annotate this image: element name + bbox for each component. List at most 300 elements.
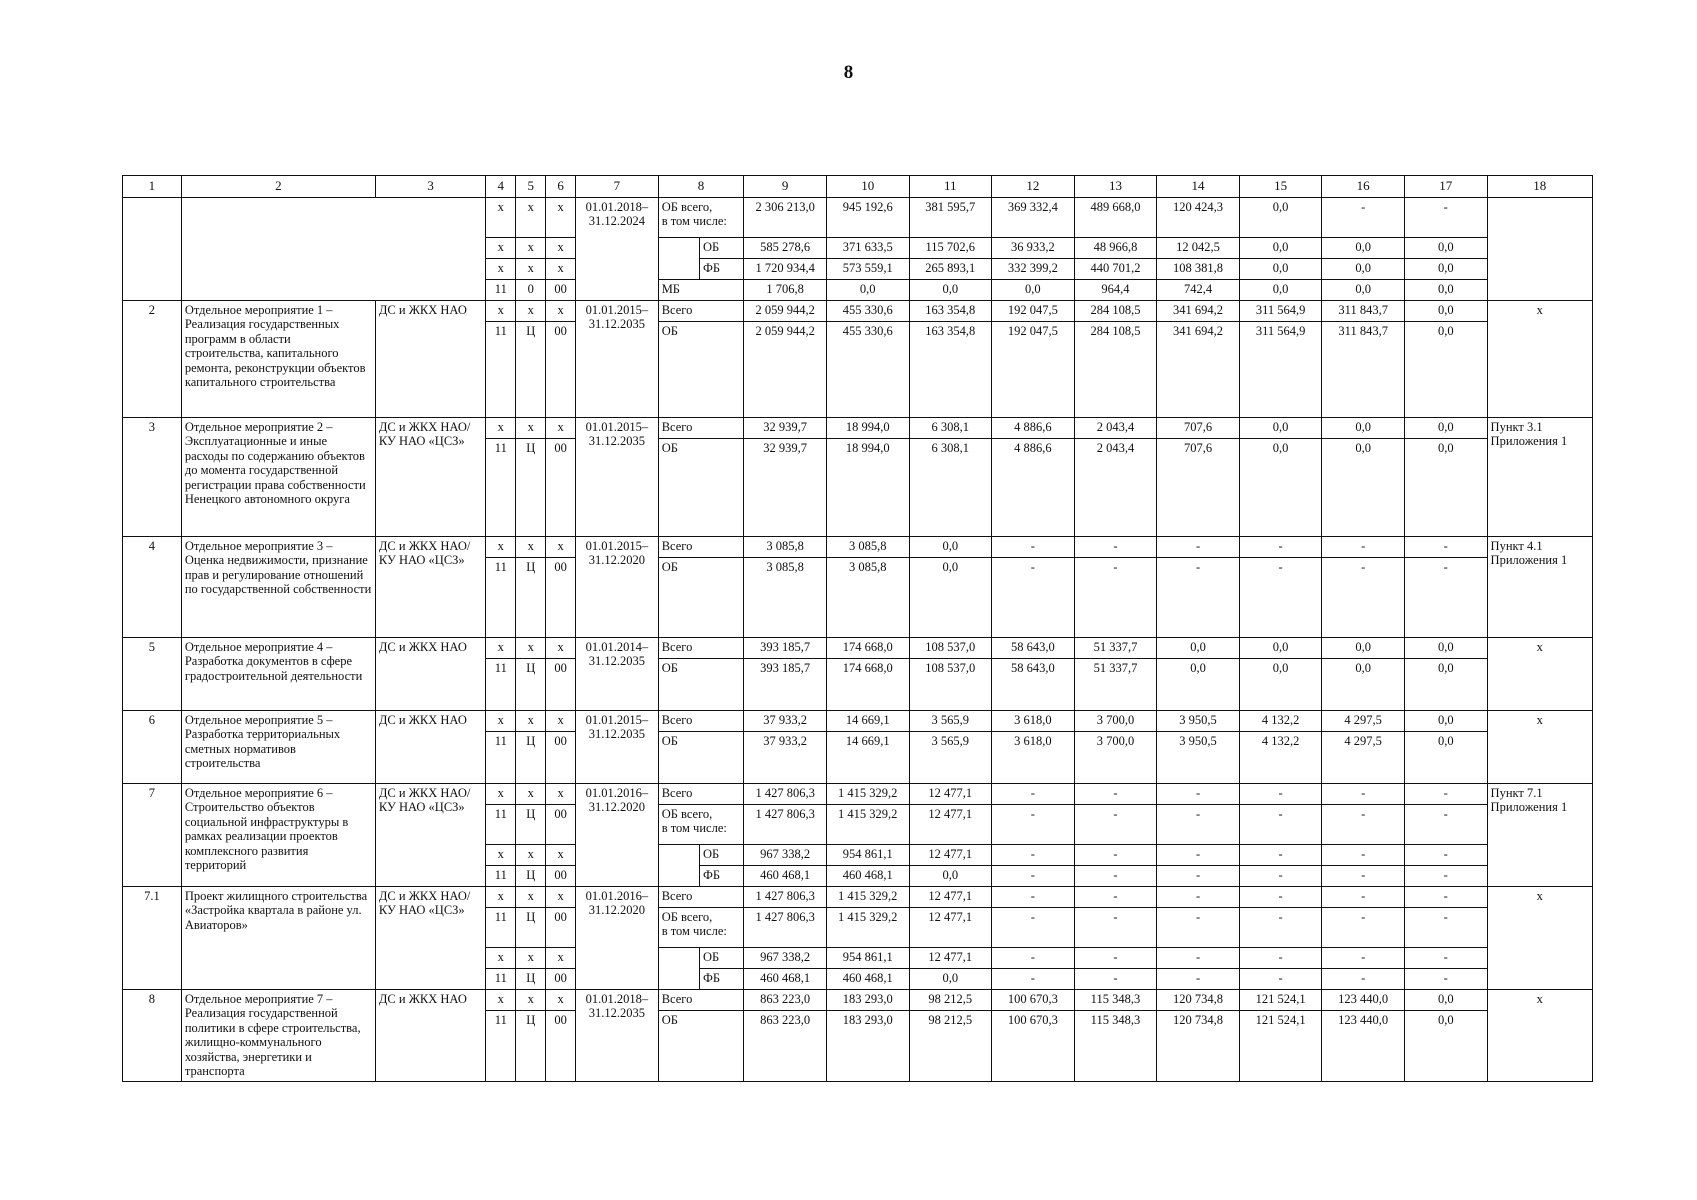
code-c5: x	[516, 844, 546, 865]
value-cell: 284 108,5	[1074, 321, 1157, 417]
code-c5: x	[516, 536, 546, 557]
value-cell: 311 564,9	[1239, 321, 1322, 417]
responsible-org: ДС и ЖКХ НАО/ КУ НАО «ЦСЗ»	[375, 783, 485, 886]
value-cell: -	[1322, 947, 1405, 968]
value-cell: -	[1404, 947, 1487, 968]
value-cell: 98 212,5	[909, 989, 992, 1010]
value-cell: 0,0	[1404, 321, 1487, 417]
code-c5: x	[516, 258, 546, 279]
value-cell: 115 348,3	[1074, 989, 1157, 1010]
reference-cell: x	[1487, 710, 1592, 783]
value-cell: 3 950,5	[1157, 731, 1240, 783]
code-c6: x	[546, 637, 576, 658]
period-cell: 01.01.2015– 31.12.2035	[576, 710, 659, 783]
value-cell: -	[1404, 844, 1487, 865]
measure-name: Проект жилищного строительства «Застройка квартала в районе ул. Авиаторов»	[181, 886, 375, 989]
financing-table	[122, 175, 1593, 1082]
code-c4: x	[486, 637, 516, 658]
value-cell: -	[1239, 536, 1322, 557]
value-cell: 954 861,1	[826, 844, 909, 865]
value-cell: 707,6	[1157, 417, 1240, 438]
value-cell: -	[992, 536, 1075, 557]
measure-name: Отдельное мероприятие 4 – Разработка документов в сфере градостроительной деятельности	[181, 637, 375, 710]
row-number: 7.1	[123, 886, 182, 989]
value-cell: 440 701,2	[1074, 258, 1157, 279]
reference-cell: Пункт 7.1 Приложения 1	[1487, 783, 1592, 886]
value-cell: 0,0	[1322, 438, 1405, 536]
funding-source: Всего	[658, 710, 744, 731]
column-header: 11	[909, 176, 992, 198]
value-cell: 1 415 329,2	[826, 783, 909, 804]
column-header: 6	[546, 176, 576, 198]
value-cell: 0,0	[1404, 1010, 1487, 1081]
value-cell: 120 734,8	[1157, 1010, 1240, 1081]
funding-source: ОБ всего, в том числе:	[658, 197, 744, 237]
value-cell: -	[1322, 557, 1405, 637]
funding-source: МБ	[658, 279, 744, 300]
value-cell: 14 669,1	[826, 710, 909, 731]
value-cell: 0,0	[1239, 197, 1322, 237]
code-c5: x	[516, 710, 546, 731]
funding-source: ОБ	[658, 557, 744, 637]
value-cell: 12 477,1	[909, 886, 992, 907]
code-c4: x	[486, 947, 516, 968]
value-cell: 311 564,9	[1239, 300, 1322, 321]
code-c5: x	[516, 637, 546, 658]
period-cell: 01.01.2014– 31.12.2035	[576, 637, 659, 710]
source-blank	[658, 947, 699, 989]
row-number: 8	[123, 989, 182, 1081]
value-cell: -	[1157, 865, 1240, 886]
value-cell: 0,0	[1322, 658, 1405, 710]
value-cell: 58 643,0	[992, 637, 1075, 658]
code-c4: 11	[486, 804, 516, 844]
value-cell: 3 085,8	[744, 536, 827, 557]
table-row	[123, 197, 1593, 237]
value-cell: 393 185,7	[744, 637, 827, 658]
code-c6: x	[546, 844, 576, 865]
funding-source: ОБ всего, в том числе:	[658, 804, 744, 844]
reference-cell: x	[1487, 989, 1592, 1081]
value-cell: -	[1404, 536, 1487, 557]
value-cell: -	[1239, 865, 1322, 886]
value-cell: -	[1404, 783, 1487, 804]
value-cell: 0,0	[1404, 438, 1487, 536]
code-c5: x	[516, 300, 546, 321]
value-cell: 0,0	[1239, 438, 1322, 536]
value-cell: -	[1074, 886, 1157, 907]
value-cell: -	[1322, 197, 1405, 237]
value-cell: 0,0	[909, 279, 992, 300]
funding-source: Всего	[658, 886, 744, 907]
value-cell: -	[1404, 557, 1487, 637]
reference-cell: Пункт 4.1 Приложения 1	[1487, 536, 1592, 637]
measure-name: Отдельное мероприятие 3 – Оценка недвижимости, признание прав и регулирование отношений по государственной собственности	[181, 536, 375, 637]
column-header: 12	[992, 176, 1075, 198]
table-row	[123, 536, 1593, 557]
value-cell: -	[992, 947, 1075, 968]
value-cell: 12 477,1	[909, 844, 992, 865]
value-cell: -	[1157, 947, 1240, 968]
code-c4: x	[486, 237, 516, 258]
code-c5: x	[516, 197, 546, 237]
value-cell: -	[1404, 968, 1487, 989]
value-cell: 100 670,3	[992, 989, 1075, 1010]
value-cell: -	[1074, 557, 1157, 637]
code-c4: 11	[486, 658, 516, 710]
column-header: 7	[576, 176, 659, 198]
value-cell: 341 694,2	[1157, 321, 1240, 417]
value-cell: 967 338,2	[744, 844, 827, 865]
period-cell: 01.01.2015– 31.12.2035	[576, 417, 659, 536]
funding-source: ОБ	[658, 658, 744, 710]
code-c5: Ц	[516, 1010, 546, 1081]
code-c6: x	[546, 258, 576, 279]
value-cell: 183 293,0	[826, 1010, 909, 1081]
value-cell: 115 348,3	[1074, 1010, 1157, 1081]
value-cell: 6 308,1	[909, 438, 992, 536]
value-cell: 1 427 806,3	[744, 907, 827, 947]
code-c4: x	[486, 989, 516, 1010]
code-c6: 00	[546, 1010, 576, 1081]
value-cell: 460 468,1	[744, 968, 827, 989]
code-c5: x	[516, 947, 546, 968]
reference-cell: x	[1487, 886, 1592, 989]
value-cell: -	[1322, 536, 1405, 557]
value-cell: -	[1322, 907, 1405, 947]
value-cell: 121 524,1	[1239, 989, 1322, 1010]
code-c5: Ц	[516, 557, 546, 637]
value-cell: 3 565,9	[909, 731, 992, 783]
value-cell: 51 337,7	[1074, 658, 1157, 710]
value-cell: 3 950,5	[1157, 710, 1240, 731]
value-cell: 311 843,7	[1322, 321, 1405, 417]
value-cell: 2 059 944,2	[744, 300, 827, 321]
code-c6: 00	[546, 865, 576, 886]
header-row	[123, 176, 1593, 198]
value-cell: 573 559,1	[826, 258, 909, 279]
value-cell: 945 192,6	[826, 197, 909, 237]
value-cell: 1 415 329,2	[826, 907, 909, 947]
value-cell: 32 939,7	[744, 417, 827, 438]
value-cell: 455 330,6	[826, 321, 909, 417]
code-c5: Ц	[516, 907, 546, 947]
code-c4: x	[486, 417, 516, 438]
value-cell: 371 633,5	[826, 237, 909, 258]
value-cell: 455 330,6	[826, 300, 909, 321]
funding-source: ОБ	[699, 237, 743, 258]
value-cell: 3 565,9	[909, 710, 992, 731]
value-cell: 37 933,2	[744, 731, 827, 783]
code-c4: 11	[486, 1010, 516, 1081]
value-cell: 12 477,1	[909, 804, 992, 844]
period-cell: 01.01.2015– 31.12.2020	[576, 536, 659, 637]
code-c6: 00	[546, 907, 576, 947]
code-c5: x	[516, 237, 546, 258]
value-cell: 123 440,0	[1322, 1010, 1405, 1081]
value-cell: 108 537,0	[909, 658, 992, 710]
value-cell: 4 886,6	[992, 438, 1075, 536]
value-cell: -	[992, 907, 1075, 947]
row-number: 3	[123, 417, 182, 536]
code-c6: x	[546, 237, 576, 258]
funding-source: ОБ	[658, 438, 744, 536]
column-header: 18	[1487, 176, 1592, 198]
value-cell: 369 332,4	[992, 197, 1075, 237]
table-row	[123, 989, 1593, 1010]
measure-name: Отдельное мероприятие 6 – Строительство объектов социальной инфраструктуры в рамках реализации проектов комплексного развития территорий	[181, 783, 375, 886]
funding-source: ОБ	[658, 1010, 744, 1081]
value-cell: 1 427 806,3	[744, 783, 827, 804]
value-cell: 341 694,2	[1157, 300, 1240, 321]
value-cell: 32 939,7	[744, 438, 827, 536]
responsible-org: ДС и ЖКХ НАО/ КУ НАО «ЦСЗ»	[375, 417, 485, 536]
value-cell: -	[1322, 886, 1405, 907]
column-header: 5	[516, 176, 546, 198]
funding-source: ФБ	[699, 258, 743, 279]
value-cell: 2 043,4	[1074, 417, 1157, 438]
value-cell: 48 966,8	[1074, 237, 1157, 258]
code-c6: x	[546, 710, 576, 731]
value-cell: 0,0	[1404, 731, 1487, 783]
value-cell: -	[1239, 557, 1322, 637]
name-cell	[181, 197, 486, 300]
value-cell: 3 700,0	[1074, 710, 1157, 731]
value-cell: 123 440,0	[1322, 989, 1405, 1010]
value-cell: 1 427 806,3	[744, 886, 827, 907]
table-row	[123, 300, 1593, 321]
value-cell: -	[1074, 536, 1157, 557]
value-cell: -	[1322, 804, 1405, 844]
code-c6: x	[546, 783, 576, 804]
value-cell: -	[1322, 783, 1405, 804]
value-cell: 163 354,8	[909, 300, 992, 321]
source-blank	[658, 844, 699, 886]
column-header: 8	[658, 176, 744, 198]
code-c4: 11	[486, 968, 516, 989]
value-cell: -	[1239, 947, 1322, 968]
funding-source: ОБ всего, в том числе:	[658, 907, 744, 947]
column-header: 1	[123, 176, 182, 198]
code-c4: x	[486, 783, 516, 804]
code-c5: Ц	[516, 321, 546, 417]
value-cell: 2 043,4	[1074, 438, 1157, 536]
value-cell: 3 085,8	[826, 557, 909, 637]
period-cell: 01.01.2018– 31.12.2024	[576, 197, 659, 300]
funding-source: ОБ	[658, 731, 744, 783]
value-cell: 284 108,5	[1074, 300, 1157, 321]
table-row	[123, 783, 1593, 804]
funding-source: ОБ	[699, 947, 743, 968]
measure-name: Отдельное мероприятие 5 – Разработка территориальных сметных нормативов строительства	[181, 710, 375, 783]
value-cell: 12 477,1	[909, 783, 992, 804]
value-cell: 964,4	[1074, 279, 1157, 300]
value-cell: -	[992, 968, 1075, 989]
code-c6: 00	[546, 658, 576, 710]
code-c4: 11	[486, 279, 516, 300]
value-cell: 3 618,0	[992, 731, 1075, 783]
value-cell: -	[1239, 804, 1322, 844]
num-cell	[123, 197, 182, 300]
funding-source: ОБ	[699, 844, 743, 865]
code-c4: 11	[486, 557, 516, 637]
value-cell: 0,0	[1404, 637, 1487, 658]
value-cell: 460 468,1	[826, 968, 909, 989]
row-number: 2	[123, 300, 182, 417]
value-cell: 0,0	[1404, 658, 1487, 710]
value-cell: -	[1157, 968, 1240, 989]
value-cell: 0,0	[1322, 417, 1405, 438]
code-c5: Ц	[516, 438, 546, 536]
value-cell: 2 059 944,2	[744, 321, 827, 417]
column-header: 17	[1404, 176, 1487, 198]
value-cell: 58 643,0	[992, 658, 1075, 710]
value-cell: -	[1074, 844, 1157, 865]
code-c6: x	[546, 886, 576, 907]
value-cell: 0,0	[992, 279, 1075, 300]
value-cell: 460 468,1	[744, 865, 827, 886]
code-c4: x	[486, 258, 516, 279]
value-cell: 0,0	[909, 536, 992, 557]
code-c4: x	[486, 886, 516, 907]
code-c5: Ц	[516, 731, 546, 783]
code-c6: x	[546, 417, 576, 438]
value-cell: 0,0	[1239, 258, 1322, 279]
value-cell: 0,0	[1322, 637, 1405, 658]
value-cell: 0,0	[1404, 417, 1487, 438]
period-cell: 01.01.2016– 31.12.2020	[576, 886, 659, 989]
value-cell: 18 994,0	[826, 417, 909, 438]
value-cell: 174 668,0	[826, 658, 909, 710]
table-row	[123, 417, 1593, 438]
value-cell: -	[1157, 844, 1240, 865]
value-cell: 192 047,5	[992, 321, 1075, 417]
value-cell: -	[992, 804, 1075, 844]
code-c6: 00	[546, 557, 576, 637]
measure-name: Отдельное мероприятие 7 – Реализация государственной политики в сфере строительства, жилищно-коммунального хозяйства, энергетики и транспорта	[181, 989, 375, 1081]
value-cell: 0,0	[826, 279, 909, 300]
code-c6: 00	[546, 438, 576, 536]
funding-source: Всего	[658, 637, 744, 658]
value-cell: 174 668,0	[826, 637, 909, 658]
value-cell: -	[1157, 804, 1240, 844]
code-c4: 11	[486, 907, 516, 947]
value-cell: 742,4	[1157, 279, 1240, 300]
value-cell: -	[1404, 197, 1487, 237]
column-header: 16	[1322, 176, 1405, 198]
code-c4: x	[486, 844, 516, 865]
value-cell: 4 297,5	[1322, 731, 1405, 783]
value-cell: -	[992, 557, 1075, 637]
value-cell: -	[1157, 783, 1240, 804]
responsible-org: ДС и ЖКХ НАО	[375, 300, 485, 417]
code-c5: Ц	[516, 968, 546, 989]
value-cell: 0,0	[1239, 658, 1322, 710]
ref-cell	[1487, 197, 1592, 300]
value-cell: 120 424,3	[1157, 197, 1240, 237]
value-cell: 967 338,2	[744, 947, 827, 968]
value-cell: 0,0	[1239, 637, 1322, 658]
value-cell: -	[1322, 865, 1405, 886]
value-cell: -	[1157, 536, 1240, 557]
column-header: 4	[486, 176, 516, 198]
funding-source: Всего	[658, 783, 744, 804]
value-cell: 863 223,0	[744, 989, 827, 1010]
value-cell: 265 893,1	[909, 258, 992, 279]
code-c6: 00	[546, 968, 576, 989]
value-cell: 12 477,1	[909, 907, 992, 947]
reference-cell: x	[1487, 637, 1592, 710]
value-cell: -	[1157, 557, 1240, 637]
value-cell: -	[1239, 886, 1322, 907]
table-row	[123, 637, 1593, 658]
responsible-org: ДС и ЖКХ НАО	[375, 710, 485, 783]
code-c6: 00	[546, 731, 576, 783]
value-cell: -	[1074, 804, 1157, 844]
value-cell: 6 308,1	[909, 417, 992, 438]
value-cell: -	[1074, 865, 1157, 886]
value-cell: 3 700,0	[1074, 731, 1157, 783]
value-cell: -	[1074, 907, 1157, 947]
funding-source: Всего	[658, 536, 744, 557]
value-cell: -	[1239, 968, 1322, 989]
code-c6: 00	[546, 804, 576, 844]
funding-source: Всего	[658, 989, 744, 1010]
value-cell: 0,0	[1404, 258, 1487, 279]
value-cell: -	[1404, 886, 1487, 907]
value-cell: -	[1239, 907, 1322, 947]
value-cell: 489 668,0	[1074, 197, 1157, 237]
value-cell: 0,0	[1322, 237, 1405, 258]
value-cell: -	[1404, 907, 1487, 947]
funding-source: ОБ	[658, 321, 744, 417]
responsible-org: ДС и ЖКХ НАО/ КУ НАО «ЦСЗ»	[375, 886, 485, 989]
value-cell: 0,0	[1404, 710, 1487, 731]
value-cell: 863 223,0	[744, 1010, 827, 1081]
value-cell: -	[1404, 865, 1487, 886]
value-cell: 1 427 806,3	[744, 804, 827, 844]
value-cell: 51 337,7	[1074, 637, 1157, 658]
funding-source: Всего	[658, 417, 744, 438]
value-cell: 707,6	[1157, 438, 1240, 536]
value-cell: -	[992, 783, 1075, 804]
code-c6: x	[546, 989, 576, 1010]
value-cell: 14 669,1	[826, 731, 909, 783]
value-cell: 37 933,2	[744, 710, 827, 731]
value-cell: 12 477,1	[909, 947, 992, 968]
value-cell: 4 886,6	[992, 417, 1075, 438]
value-cell: 0,0	[1404, 237, 1487, 258]
code-c6: 00	[546, 321, 576, 417]
reference-cell: Пункт 3.1 Приложения 1	[1487, 417, 1592, 536]
code-c4: x	[486, 710, 516, 731]
value-cell: 36 933,2	[992, 237, 1075, 258]
code-c4: 11	[486, 731, 516, 783]
value-cell: 0,0	[1239, 237, 1322, 258]
value-cell: 115 702,6	[909, 237, 992, 258]
value-cell: 393 185,7	[744, 658, 827, 710]
code-c6: x	[546, 300, 576, 321]
funding-source: ФБ	[699, 865, 743, 886]
code-c4: 11	[486, 321, 516, 417]
responsible-org: ДС и ЖКХ НАО/ КУ НАО «ЦСЗ»	[375, 536, 485, 637]
measure-name: Отдельное мероприятие 2 – Эксплуатационные и иные расходы по содержанию объектов до момента государственной регистрации права собственности Ненецкого автономного округа	[181, 417, 375, 536]
value-cell: -	[1074, 947, 1157, 968]
period-cell: 01.01.2018– 31.12.2035	[576, 989, 659, 1081]
value-cell: -	[992, 886, 1075, 907]
value-cell: 4 297,5	[1322, 710, 1405, 731]
column-header: 10	[826, 176, 909, 198]
